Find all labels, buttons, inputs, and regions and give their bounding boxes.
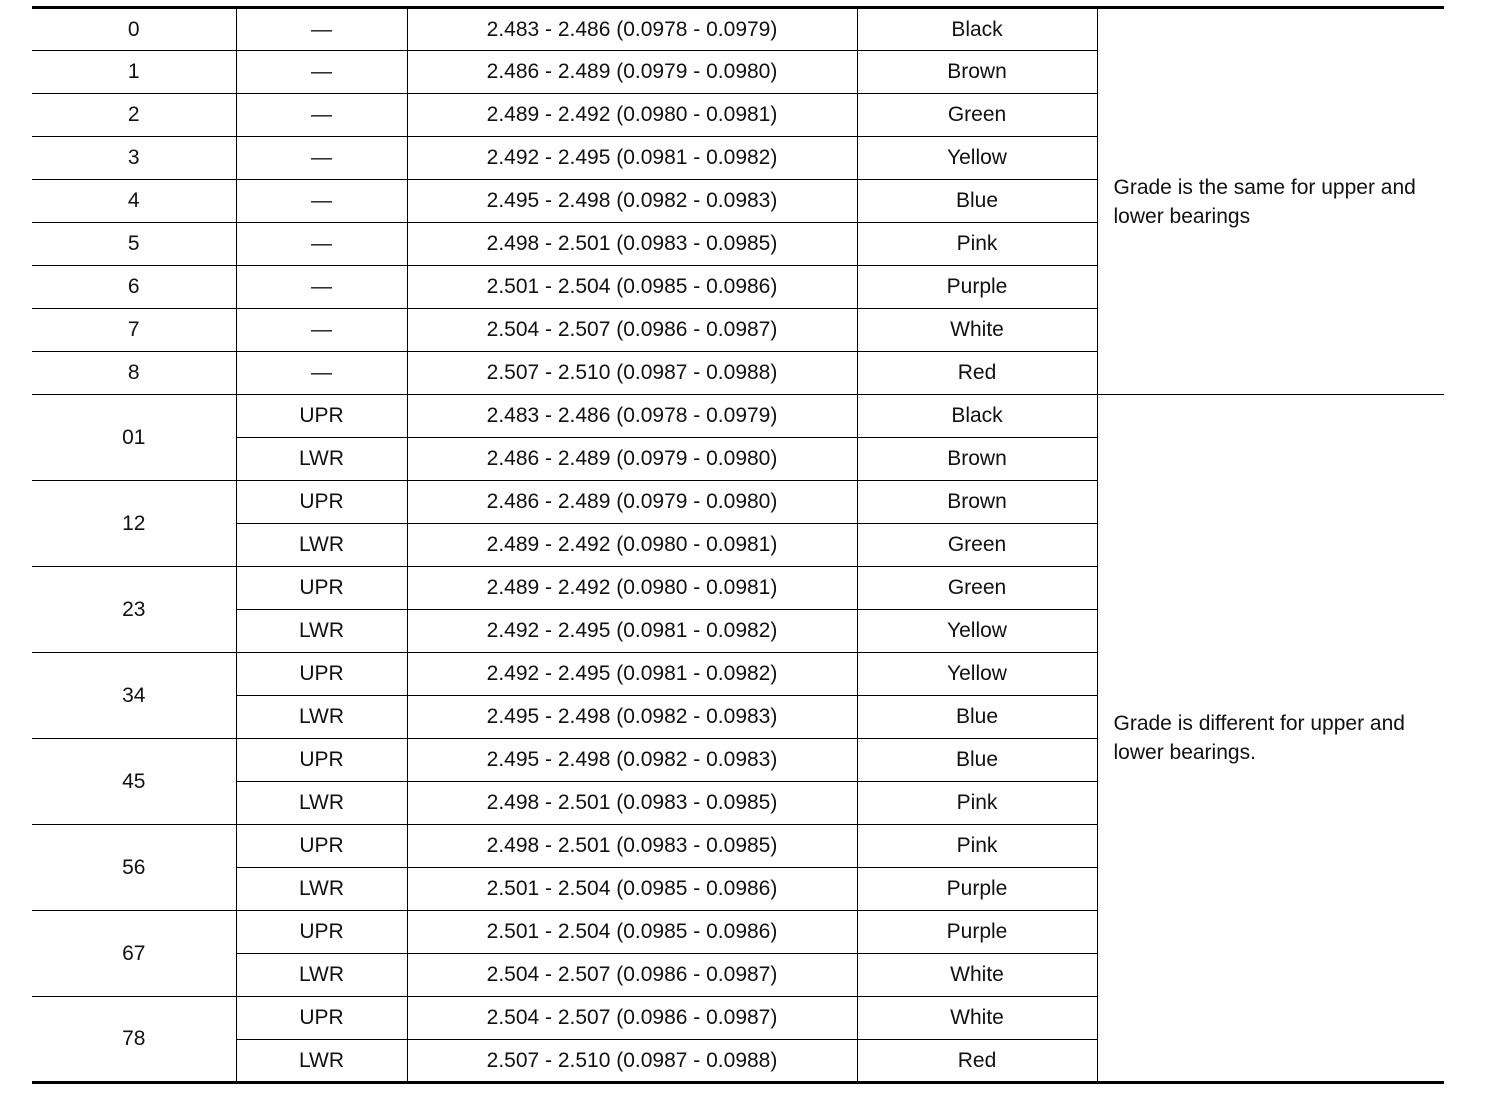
thickness-cell: 2.507 - 2.510 (0.0987 - 0.0988) — [407, 352, 857, 395]
thickness-cell: 2.495 - 2.498 (0.0982 - 0.0983) — [407, 180, 857, 223]
grade-number-cell: 45 — [32, 739, 236, 825]
thickness-cell: 2.495 - 2.498 (0.0982 - 0.0983) — [407, 739, 857, 782]
identification-color-cell: White — [857, 954, 1097, 997]
grade-number-cell: 01 — [32, 395, 236, 481]
bearing-position-cell: UPR — [236, 653, 407, 696]
identification-color-cell: Yellow — [857, 610, 1097, 653]
bearing-position-cell: — — [236, 94, 407, 137]
identification-color-cell: Red — [857, 1040, 1097, 1083]
thickness-cell: 2.483 - 2.486 (0.0978 - 0.0979) — [407, 395, 857, 438]
thickness-cell: 2.504 - 2.507 (0.0986 - 0.0987) — [407, 309, 857, 352]
bearing-position-cell: LWR — [236, 438, 407, 481]
identification-color-cell: Green — [857, 94, 1097, 137]
table-row — [32, 8, 1444, 51]
thickness-cell: 2.498 - 2.501 (0.0983 - 0.0985) — [407, 223, 857, 266]
thickness-cell: 2.504 - 2.507 (0.0986 - 0.0987) — [407, 997, 857, 1040]
thickness-cell: 2.498 - 2.501 (0.0983 - 0.0985) — [407, 782, 857, 825]
same-grade-remark-cell: Grade is the same for upper and lower bearings — [1097, 8, 1444, 395]
bearing-position-cell: — — [236, 223, 407, 266]
bearing-position-cell: — — [236, 137, 407, 180]
identification-color-cell: Blue — [857, 739, 1097, 782]
different-grade-remark-cell: Grade is different for upper and lower bearings. — [1097, 395, 1444, 1083]
thickness-cell: 2.501 - 2.504 (0.0985 - 0.0986) — [407, 868, 857, 911]
bearing-position-cell: UPR — [236, 825, 407, 868]
grade-number-cell: 5 — [32, 223, 236, 266]
grade-number-cell: 6 — [32, 266, 236, 309]
bearing-position-cell: UPR — [236, 997, 407, 1040]
identification-color-cell: Green — [857, 524, 1097, 567]
bearing-position-cell: — — [236, 309, 407, 352]
grade-number-cell: 0 — [32, 8, 236, 51]
bearing-position-cell: LWR — [236, 1040, 407, 1083]
identification-color-cell: Black — [857, 395, 1097, 438]
identification-color-cell: Yellow — [857, 137, 1097, 180]
thickness-cell: 2.495 - 2.498 (0.0982 - 0.0983) — [407, 696, 857, 739]
grade-number-cell: 23 — [32, 567, 236, 653]
grade-number-cell: 78 — [32, 997, 236, 1083]
bearing-position-cell: UPR — [236, 481, 407, 524]
bearing-position-cell: — — [236, 8, 407, 51]
bearing-position-cell: LWR — [236, 696, 407, 739]
thickness-cell: 2.501 - 2.504 (0.0985 - 0.0986) — [407, 266, 857, 309]
bearing-position-cell: LWR — [236, 954, 407, 997]
thickness-cell: 2.489 - 2.492 (0.0980 - 0.0981) — [407, 94, 857, 137]
identification-color-cell: Blue — [857, 180, 1097, 223]
table-row — [32, 395, 1444, 438]
bearing-position-cell: UPR — [236, 911, 407, 954]
identification-color-cell: Black — [857, 8, 1097, 51]
grade-number-cell: 4 — [32, 180, 236, 223]
identification-color-cell: Pink — [857, 825, 1097, 868]
thickness-cell: 2.486 - 2.489 (0.0979 - 0.0980) — [407, 438, 857, 481]
thickness-cell: 2.489 - 2.492 (0.0980 - 0.0981) — [407, 567, 857, 610]
grade-number-cell: 1 — [32, 51, 236, 94]
thickness-cell: 2.486 - 2.489 (0.0979 - 0.0980) — [407, 481, 857, 524]
identification-color-cell: Brown — [857, 481, 1097, 524]
identification-color-cell: Red — [857, 352, 1097, 395]
identification-color-cell: Green — [857, 567, 1097, 610]
grade-number-cell: 12 — [32, 481, 236, 567]
thickness-cell: 2.492 - 2.495 (0.0981 - 0.0982) — [407, 653, 857, 696]
identification-color-cell: White — [857, 997, 1097, 1040]
identification-color-cell: Pink — [857, 223, 1097, 266]
thickness-cell: 2.498 - 2.501 (0.0983 - 0.0985) — [407, 825, 857, 868]
bearing-position-cell: LWR — [236, 610, 407, 653]
bearing-position-cell: LWR — [236, 524, 407, 567]
thickness-cell: 2.504 - 2.507 (0.0986 - 0.0987) — [407, 954, 857, 997]
identification-color-cell: Purple — [857, 911, 1097, 954]
grade-number-cell: 67 — [32, 911, 236, 997]
grade-number-cell: 3 — [32, 137, 236, 180]
thickness-cell: 2.492 - 2.495 (0.0981 - 0.0982) — [407, 137, 857, 180]
grade-number-cell: 56 — [32, 825, 236, 911]
bearing-position-cell: LWR — [236, 868, 407, 911]
grade-number-cell: 2 — [32, 94, 236, 137]
thickness-cell: 2.507 - 2.510 (0.0987 - 0.0988) — [407, 1040, 857, 1083]
identification-color-cell: Blue — [857, 696, 1097, 739]
grade-number-cell: 34 — [32, 653, 236, 739]
bearing-position-cell: UPR — [236, 567, 407, 610]
thickness-cell: 2.489 - 2.492 (0.0980 - 0.0981) — [407, 524, 857, 567]
bearing-position-cell: UPR — [236, 395, 407, 438]
identification-color-cell: Purple — [857, 266, 1097, 309]
thickness-cell: 2.486 - 2.489 (0.0979 - 0.0980) — [407, 51, 857, 94]
grade-number-cell: 8 — [32, 352, 236, 395]
bearing-position-cell: — — [236, 180, 407, 223]
identification-color-cell: Pink — [857, 782, 1097, 825]
identification-color-cell: Yellow — [857, 653, 1097, 696]
bearing-grade-table — [32, 6, 1444, 1084]
bearing-position-cell: LWR — [236, 782, 407, 825]
thickness-cell: 2.492 - 2.495 (0.0981 - 0.0982) — [407, 610, 857, 653]
bearing-position-cell: — — [236, 51, 407, 94]
bearing-position-cell: UPR — [236, 739, 407, 782]
grade-number-cell: 7 — [32, 309, 236, 352]
identification-color-cell: Purple — [857, 868, 1097, 911]
bearing-position-cell: — — [236, 266, 407, 309]
identification-color-cell: Brown — [857, 438, 1097, 481]
thickness-cell: 2.483 - 2.486 (0.0978 - 0.0979) — [407, 8, 857, 51]
bearing-position-cell: — — [236, 352, 407, 395]
thickness-cell: 2.501 - 2.504 (0.0985 - 0.0986) — [407, 911, 857, 954]
table-body — [32, 8, 1444, 1083]
identification-color-cell: White — [857, 309, 1097, 352]
identification-color-cell: Brown — [857, 51, 1097, 94]
